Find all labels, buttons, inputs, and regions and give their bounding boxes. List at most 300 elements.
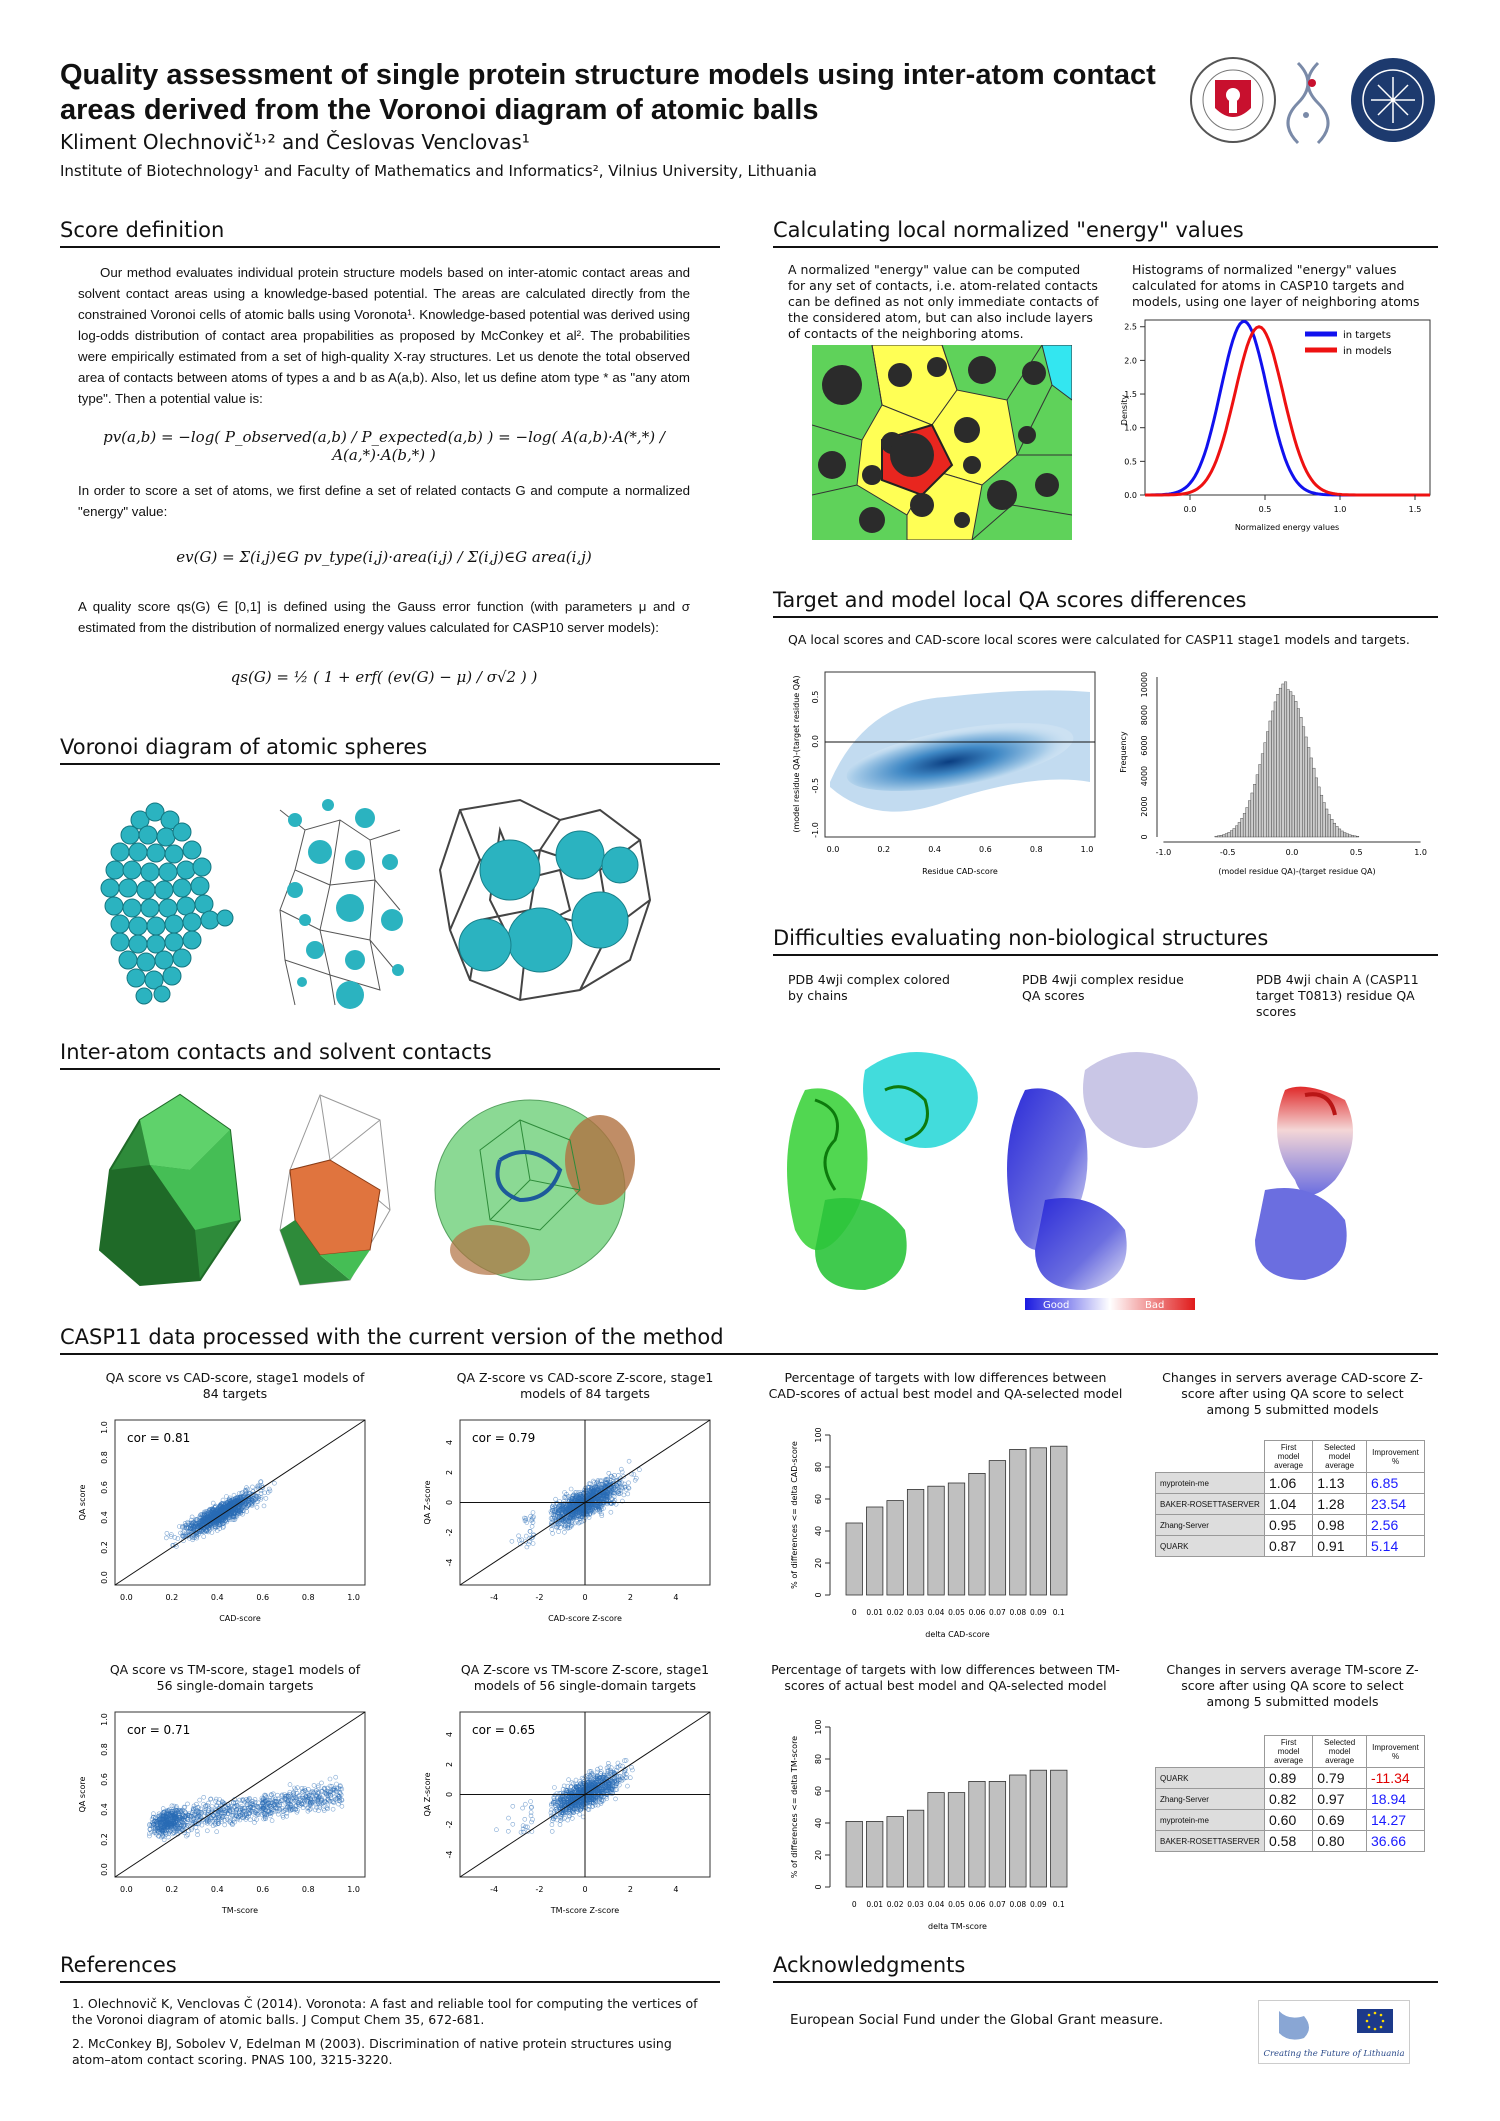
freq-bar [1287, 690, 1290, 837]
ytick-label: 2 [445, 1761, 454, 1768]
section-title-difficulties: Difficulties evaluating non-biological structures [773, 926, 1269, 950]
score-paragraph-3: A quality score qs(G) ∈ [0,1] is defined using the Gauss error function (with parameters μ and σ estimated from the distribution of normalized energy values calculated for CASP10 server models): [78, 599, 690, 635]
xtick-label: 1.0 [347, 1885, 361, 1894]
qa-diff-ytick-label: 0.0 [811, 734, 820, 748]
qa-diff-xlabel: Residue CAD-score [922, 867, 998, 876]
value-cell: 6.85 [1367, 1473, 1425, 1494]
xtick-label: 0.8 [301, 1593, 315, 1602]
xtick-label: 2 [627, 1885, 634, 1894]
xtick-label: 1.0 [347, 1593, 361, 1602]
acknowledgments-text: European Social Fund under the Global Grant measure. [790, 2012, 1164, 2028]
freq-bar [1217, 836, 1220, 837]
table-header-cell: Selected model average [1313, 1441, 1367, 1473]
bar-xtick-label: 0.03 [907, 1608, 924, 1617]
xtick-label: 0.6 [256, 1885, 270, 1894]
ytick-label: 0.2 [100, 1541, 109, 1554]
ytick-label: 0.4 [100, 1511, 109, 1524]
server-name-cell: QUARK [1156, 1768, 1265, 1789]
xtick-label: 0.0 [119, 1593, 133, 1602]
freq-bar [1305, 737, 1308, 837]
voronoi-illustrations [80, 790, 720, 1020]
bar [1051, 1770, 1067, 1887]
density-xtick-label: 1.5 [1408, 505, 1422, 514]
freq-bar [1292, 696, 1295, 837]
section-rule [60, 1353, 1438, 1355]
section-rule [773, 1981, 1438, 1983]
reference-2: 2. McConkey BJ, Sobolev V, Edelman M (2003). Discrimination of native protein structures using atom–atom contact scoring. PNAS 100, 3215-3220. [72, 2036, 672, 2067]
xtick-label: 0.4 [210, 1885, 224, 1894]
density-ylabel: Density [1120, 394, 1129, 426]
freq-bar [1271, 711, 1274, 837]
chart-title-delta-tm: Percentage of targets with low differences between TM-scores of actual best model and QA-selected model [771, 1662, 1120, 1693]
freq-bar [1341, 831, 1344, 837]
section-rule [60, 1068, 720, 1070]
bar-ytick-label: 0 [814, 1592, 823, 1598]
ytick-label: 0.8 [100, 1743, 109, 1756]
freq-bar [1297, 709, 1300, 837]
value-cell: 2.56 [1367, 1515, 1425, 1536]
freq-bar [1274, 702, 1277, 837]
xtick-label: 0 [582, 1593, 588, 1602]
freq-xtick-label: 0.0 [1285, 848, 1299, 857]
qa-colorbar [1025, 1298, 1195, 1310]
freq-bar [1302, 727, 1305, 837]
value-cell: 23.54 [1367, 1494, 1425, 1515]
bar [969, 1781, 985, 1887]
value-cell: 0.91 [1313, 1536, 1367, 1557]
xtick-label: 0 [582, 1885, 588, 1894]
ylabel: QA score [78, 1776, 87, 1813]
freq-bar [1295, 701, 1298, 837]
freq-bar [1318, 787, 1321, 837]
energy-density-chart [1105, 310, 1435, 540]
xtick-label: 2 [627, 1593, 634, 1602]
density-ytick-label: 2.0 [1124, 356, 1137, 366]
esf-logo-text: Creating the Future of Lithuania [1263, 2049, 1405, 2059]
bar-xtick-label: 0.1 [1052, 1900, 1065, 1909]
server-name-cell: BAKER-ROSETTASERVER [1156, 1494, 1265, 1515]
freq-bar [1356, 836, 1359, 837]
reference-1: 1. Olechnovič K, Venclovas Č (2014). Voronota: A fast and reliable tool for computing the vertices of the Voronoi diagram of atomic balls. J Comput Chem 35, 672-681. [72, 1996, 698, 2027]
bar-xtick-label: 0.03 [907, 1900, 924, 1909]
freq-bar [1266, 732, 1269, 837]
ytick-label: -2 [445, 1820, 454, 1829]
qa-vs-cad-scatter [60, 1410, 380, 1640]
xtick-label: -4 [490, 1885, 499, 1894]
table-row [1156, 1473, 1425, 1494]
xtick-label: -2 [535, 1885, 544, 1894]
ytick-label: 0.2 [100, 1833, 109, 1846]
xlabel: CAD-score Z-score [548, 1614, 622, 1623]
section-rule [773, 246, 1438, 248]
bar [928, 1793, 944, 1887]
qaz-vs-tmz-scatter [405, 1702, 725, 1932]
ytick-label: 0 [445, 1791, 454, 1798]
xtick-label: 4 [673, 1593, 679, 1602]
xlabel: TM-score [221, 1906, 259, 1915]
bar [928, 1486, 944, 1595]
freq-bar [1310, 758, 1313, 837]
density-ytick-label: 0.0 [1124, 491, 1137, 500]
freq-bar [1323, 803, 1326, 837]
vilnius-university-seal-icon [1191, 58, 1275, 142]
bar-ytick-label: 40 [814, 1525, 823, 1537]
qa-diff-xtick-label: 1.0 [1080, 845, 1094, 854]
server-name-cell: QUARK [1156, 1536, 1265, 1557]
chart-title-qaz-cadz: QA Z-score vs CAD-score Z-score, stage1 models of 84 targets [456, 1370, 714, 1401]
freq-xtick-label: -1.0 [1155, 848, 1172, 857]
bar-xtick-label: 0.1 [1052, 1608, 1065, 1617]
affiliation: Institute of Biotechnology¹ and Faculty of Mathematics and Informatics², Vilnius University, Lithuania [60, 162, 817, 180]
bar-xtick-label: 0.01 [866, 1608, 884, 1617]
ytick-label: -4 [445, 1850, 454, 1859]
freq-bar [1313, 768, 1316, 837]
ribbon-qa-chain-a-image [1255, 1087, 1353, 1280]
qa-diff-xtick-label: 0.2 [877, 845, 891, 854]
colorbar-bad-label: Bad [1145, 1300, 1165, 1310]
mif-seal-icon [1351, 58, 1435, 142]
value-cell: 0.87 [1265, 1536, 1313, 1557]
esf-logo [1258, 2000, 1410, 2064]
freq-bar [1228, 832, 1231, 837]
lifesciences-dna-icon [1288, 63, 1328, 143]
ylabel: QA Z-score [423, 1480, 432, 1525]
bar-ylabel: % of differences <= delta CAD-score [790, 1441, 799, 1589]
density-ytick-label: 1.5 [1124, 390, 1137, 400]
poster-title: Quality assessment of single protein structure models using inter-atom contact areas derived from the Voronoi diagram of atomic balls [60, 59, 1156, 126]
freq-bar [1289, 692, 1292, 837]
ytick-label: 0.8 [100, 1451, 109, 1464]
value-cell: 0.58 [1265, 1831, 1313, 1852]
equation-energy: ev(G) = Σ(i,j)∈G pv_type(i,j)·area(i,j) / Σ(i,j)∈G area(i,j) [176, 548, 592, 566]
ytick-label: 0.4 [100, 1803, 109, 1816]
energy-voronoi-illustration [812, 345, 1072, 540]
density-xlabel: Normalized energy values [1234, 523, 1340, 532]
bar-ylabel: % of differences <= delta TM-score [790, 1735, 799, 1879]
bar [1030, 1770, 1046, 1887]
freq-bar [1238, 822, 1241, 837]
xtick-label: 0.2 [165, 1885, 179, 1894]
xtick-label: -4 [490, 1593, 499, 1602]
value-cell: 1.06 [1265, 1473, 1313, 1494]
freq-ytick-label: 6000 [1140, 735, 1149, 756]
ytick-label: 2 [445, 1469, 454, 1476]
freq-bar [1320, 795, 1323, 837]
bar-xtick-label: 0.05 [948, 1608, 965, 1617]
bar-xtick-label: 0.09 [1029, 1608, 1047, 1617]
freq-bar [1256, 775, 1259, 837]
section-title-contacts: Inter-atom contacts and solvent contacts [60, 1040, 492, 1064]
freq-bar [1277, 694, 1280, 837]
freq-bar [1259, 765, 1262, 837]
freq-bar [1243, 813, 1246, 837]
bar-ytick-label: 100 [814, 1719, 823, 1735]
chart-title-qaz-tmz: QA Z-score vs TM-score Z-score, stage1 models of 56 single-domain targets [460, 1662, 710, 1693]
protein-spheres-image [101, 803, 233, 1004]
correlation-label: cor = 0.71 [127, 1723, 191, 1737]
value-cell: 14.27 [1367, 1810, 1425, 1831]
density-xtick-label: 0.5 [1258, 505, 1272, 514]
section-title-casp11: CASP11 data processed with the current version of the method [60, 1325, 724, 1349]
value-cell: 0.98 [1313, 1515, 1367, 1536]
freq-bar [1251, 793, 1254, 837]
freq-ytick-label: 4000 [1140, 765, 1149, 787]
xtick-label: 0.8 [301, 1885, 315, 1894]
chart-title-qa-tm: QA score vs TM-score, stage1 models of 56 single-domain targets [109, 1662, 361, 1693]
correlation-label: cor = 0.81 [127, 1431, 191, 1445]
ylabel: QA Z-score [423, 1772, 432, 1817]
freq-bar [1253, 784, 1256, 837]
density-ytick-label: 0.5 [1124, 457, 1137, 467]
delta-tm-bar-chart [750, 1697, 1120, 1937]
bar-ytick-label: 60 [814, 1493, 823, 1505]
server-name-cell: myprotein-me [1156, 1473, 1265, 1494]
freq-bar [1325, 809, 1328, 837]
density-xtick-label: 0.0 [1183, 505, 1197, 514]
protein-ribbon-images [785, 1030, 1445, 1310]
freq-bar [1331, 819, 1334, 837]
bar [866, 1507, 882, 1595]
bar-xtick-label: 0.02 [886, 1900, 904, 1909]
table-header-cell: Selected model average [1313, 1736, 1367, 1768]
density-legend [1305, 330, 1392, 357]
section-title-energy: Calculating local normalized "energy" values [773, 218, 1244, 242]
bar-xtick-label: 0.07 [989, 1900, 1006, 1909]
ytick-label: 4 [445, 1439, 454, 1446]
equation-quality-score: qs(G) = ½ ( 1 + erf( (ev(G) − μ) / σ√2 ) ) [230, 668, 538, 686]
qa-diff-xtick-label: 0.6 [979, 845, 992, 854]
freq-bar [1300, 717, 1303, 837]
bar [969, 1473, 985, 1595]
freq-ylabel: Frequency [1119, 731, 1128, 773]
freq-bar [1235, 826, 1238, 837]
qa-diff-xtick-label: 0.8 [1029, 845, 1043, 854]
freq-bar [1225, 834, 1228, 837]
table-header-cell [1156, 1736, 1265, 1768]
chart-title-delta-cad: Percentage of targets with low differences between CAD-scores of actual best model and QA-selected model [768, 1370, 1123, 1401]
freq-bar [1343, 833, 1346, 837]
bar [948, 1483, 964, 1595]
bar [989, 1461, 1005, 1595]
contacts-illustrations [80, 1080, 720, 1300]
server-name-cell: BAKER-ROSETTASERVER [1156, 1831, 1265, 1852]
bar-xtick-label: 0.08 [1009, 1900, 1027, 1909]
freq-bar [1307, 747, 1310, 837]
server-name-cell: myprotein-me [1156, 1810, 1265, 1831]
freq-bar [1328, 815, 1331, 837]
bar-ytick-label: 80 [814, 1753, 823, 1765]
section-title-target-model: Target and model local QA scores differences [773, 588, 1247, 612]
xtick-label: 4 [673, 1885, 679, 1894]
histogram-description: Histograms of normalized "energy" values calculated for atoms in CASP10 targets and models, using one layer of neighboring atoms [1132, 262, 1420, 309]
table-header-cell: Improvement % [1367, 1736, 1425, 1768]
bar [1010, 1775, 1026, 1887]
freq-xtick-label: -0.5 [1219, 848, 1236, 857]
value-cell: 36.66 [1367, 1831, 1425, 1852]
freq-bar [1282, 684, 1285, 837]
freq-bar [1261, 754, 1264, 837]
bar [1010, 1449, 1026, 1595]
freq-bar [1220, 835, 1223, 837]
value-cell: 0.89 [1265, 1768, 1313, 1789]
xtick-label: 0.0 [119, 1885, 133, 1894]
chart-title-qa-cad: QA score vs CAD-score, stage1 models of 84 targets [105, 1370, 365, 1401]
ytick-label: 0.0 [100, 1863, 109, 1876]
bar-xtick-label: 0.09 [1029, 1900, 1047, 1909]
qa-diff-ytick-label: -1.0 [811, 822, 820, 838]
caption-4wji-qa: PDB 4wji complex residue QA scores [1022, 972, 1184, 1003]
colorbar-good-label: Good [1043, 1300, 1070, 1310]
contact-faces-image [280, 1095, 390, 1285]
university-logos [1188, 55, 1448, 145]
bar [846, 1523, 862, 1595]
table-title-cad: Changes in servers average CAD-score Z-score after using QA score to select among 5 submitted models [1162, 1370, 1423, 1417]
freq-bar [1230, 831, 1233, 837]
bar-xlabel: delta CAD-score [925, 1630, 990, 1639]
value-cell: 0.60 [1265, 1810, 1313, 1831]
qa-vs-tm-scatter [60, 1702, 380, 1932]
bar [948, 1793, 964, 1887]
freq-bar [1248, 801, 1251, 837]
freq-bar [1336, 826, 1339, 837]
section-title-score-definition: Score definition [60, 218, 225, 242]
freq-xlabel: (model residue QA)-(target residue QA) [1218, 867, 1376, 876]
freq-bar [1215, 836, 1218, 837]
freq-bar [1246, 808, 1249, 837]
value-cell: 0.80 [1313, 1831, 1367, 1852]
section-title-voronoi: Voronoi diagram of atomic spheres [60, 735, 428, 759]
ribbon-qa-complex-image [1007, 1052, 1198, 1290]
table-header-cell: First model average [1265, 1441, 1313, 1473]
bar-xtick-label: 0.06 [968, 1608, 986, 1617]
ytick-label: 0 [445, 1499, 454, 1506]
xlabel: TM-score Z-score [550, 1906, 620, 1915]
bar-ytick-label: 0 [814, 1884, 823, 1890]
ytick-label: 0.6 [100, 1773, 109, 1786]
bar [907, 1810, 923, 1887]
correlation-label: cor = 0.65 [472, 1723, 536, 1737]
energy-description: A normalized "energy" value can be computed for any set of contacts, i.e. atom-related contacts can be defined as not only immediate contacts of the considered atom, but can also include layers of contacts of the neighboring atoms. [788, 262, 1099, 341]
cad-improvement-table [1155, 1440, 1425, 1557]
table-row [1156, 1515, 1425, 1536]
bar-ytick-label: 20 [814, 1557, 823, 1569]
section-rule [60, 1981, 720, 1983]
caption-4wji-chain-a: PDB 4wji chain A (CASP11 target T0813) residue QA scores [1256, 972, 1419, 1019]
value-cell: 0.79 [1313, 1768, 1367, 1789]
bar-xtick-label: 0.08 [1009, 1608, 1027, 1617]
table-header-cell: First model average [1265, 1736, 1313, 1768]
section-rule [773, 616, 1438, 618]
solvent-contacts-image [435, 1100, 635, 1280]
freq-bar [1354, 836, 1357, 837]
target-model-description: QA local scores and CAD-score local scores were calculated for CASP11 stage1 models and targets. [788, 632, 1410, 647]
ytick-label: 1.0 [100, 1713, 109, 1726]
ytick-label: -4 [445, 1558, 454, 1567]
value-cell: 0.69 [1313, 1810, 1367, 1831]
table-row [1156, 1810, 1425, 1831]
bar-xtick-label: 0 [851, 1608, 857, 1617]
bar-xtick-label: 0.04 [927, 1608, 945, 1617]
voronoi-3d-cells-image [440, 800, 650, 1000]
bar [846, 1821, 862, 1887]
correlation-label: cor = 0.79 [472, 1431, 536, 1445]
density-xtick-label: 1.0 [1333, 505, 1347, 514]
bar-xtick-label: 0.02 [886, 1608, 904, 1617]
value-cell: -11.34 [1367, 1768, 1425, 1789]
tm-improvement-table [1155, 1735, 1425, 1852]
freq-bar [1241, 818, 1244, 837]
bar-ytick-label: 20 [814, 1849, 823, 1861]
qaz-vs-cadz-scatter [405, 1410, 725, 1640]
table-title-tm: Changes in servers average TM-score Z-score after using QA score to select among 5 submitted models [1166, 1662, 1419, 1709]
bar-xtick-label: 0.01 [866, 1900, 884, 1909]
bar-xtick-label: 0 [851, 1900, 857, 1909]
legend-models: in models [1343, 346, 1392, 357]
freq-bar [1279, 688, 1282, 837]
value-cell: 0.95 [1265, 1515, 1313, 1536]
freq-ytick-label: 8000 [1140, 704, 1149, 726]
ytick-label: 0.0 [100, 1571, 109, 1584]
density-ytick-label: 2.5 [1124, 322, 1137, 332]
value-cell: 0.97 [1313, 1789, 1367, 1810]
freq-bar [1346, 834, 1349, 837]
qa-diff-ytick-label: 0.5 [811, 690, 820, 704]
xlabel: CAD-score [219, 1614, 261, 1623]
section-rule [60, 763, 720, 765]
freq-bar [1333, 823, 1336, 837]
table-row [1156, 1536, 1425, 1557]
bar-xtick-label: 0.04 [927, 1900, 945, 1909]
bar-ytick-label: 80 [814, 1461, 823, 1473]
esf-emblem-icon [1259, 2001, 1409, 2045]
qa-diff-xtick-label: 0.4 [928, 845, 941, 854]
ytick-label: -2 [445, 1528, 454, 1537]
voronoi-2d-diagram [280, 799, 404, 1009]
freq-ytick-label: 10000 [1140, 671, 1149, 698]
caption-4wji-chains: PDB 4wji complex colored by chains [788, 972, 950, 1003]
value-cell: 0.82 [1265, 1789, 1313, 1810]
bar [1051, 1446, 1067, 1595]
xtick-label: 0.4 [210, 1593, 224, 1602]
bar-ytick-label: 60 [814, 1785, 823, 1797]
bar-xtick-label: 0.07 [989, 1608, 1006, 1617]
qa-difference-scatter [785, 662, 1110, 887]
freq-bar [1349, 835, 1352, 837]
server-name-cell: Zhang-Server [1156, 1789, 1265, 1810]
section-rule [60, 246, 720, 248]
section-title-references: References [60, 1953, 177, 1977]
ytick-label: 1.0 [100, 1421, 109, 1434]
freq-xtick-label: 1.0 [1414, 848, 1427, 857]
table-header-cell: Improvement % [1367, 1441, 1425, 1473]
bar [1030, 1448, 1046, 1595]
value-cell: 18.94 [1367, 1789, 1425, 1810]
value-cell: 1.28 [1313, 1494, 1367, 1515]
table-row [1156, 1494, 1425, 1515]
qa-diff-xtick-label: 0.0 [826, 845, 840, 854]
server-name-cell: Zhang-Server [1156, 1515, 1265, 1536]
table-row [1156, 1789, 1425, 1810]
value-cell: 5.14 [1367, 1536, 1425, 1557]
qa-diff-ytick-label: -0.5 [811, 777, 820, 794]
freq-bar [1233, 829, 1236, 837]
bar [887, 1817, 903, 1887]
freq-bar [1284, 682, 1287, 837]
freq-ytick-label: 0 [1140, 834, 1149, 840]
table-row [1156, 1831, 1425, 1852]
value-cell: 1.13 [1313, 1473, 1367, 1494]
freq-xtick-label: 0.5 [1349, 848, 1363, 857]
